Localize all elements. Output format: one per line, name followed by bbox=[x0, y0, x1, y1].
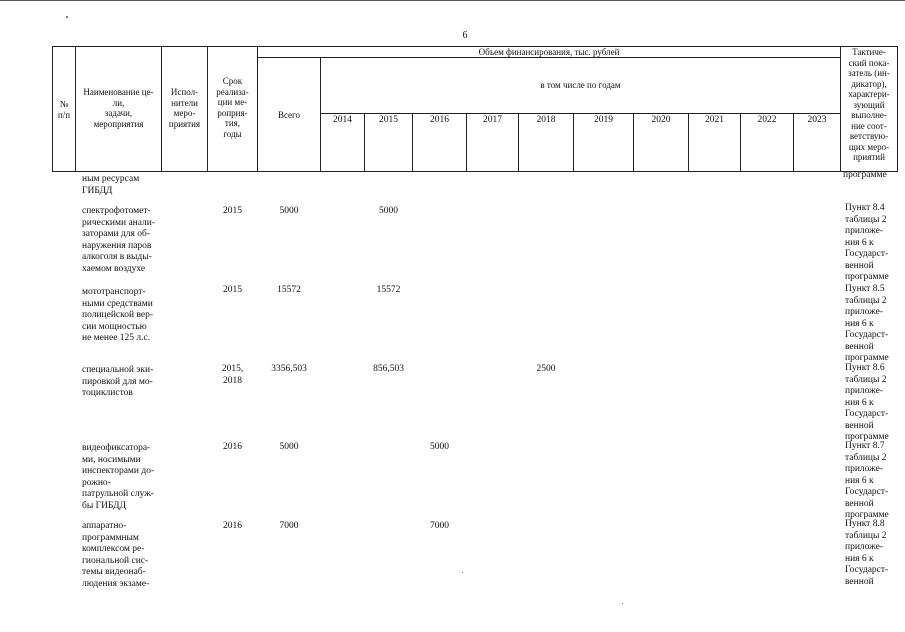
row-value-2015: 5000 bbox=[379, 206, 398, 216]
row-value-2015: 15572 bbox=[376, 285, 401, 295]
row-term: 2015 bbox=[223, 285, 242, 295]
header-executors: Испол- нители меро- приятия bbox=[168, 87, 201, 129]
row-indicator: Пункт 8.7 таблицы 2 приложе- ния 6 к Государст- венной программе bbox=[845, 441, 889, 520]
header-name: Наименование це- ли, задачи, мероприятия bbox=[83, 87, 154, 129]
scan-speck bbox=[462, 572, 463, 573]
row-name: спектрофотомет- рическими анали- заторами для об- наружения паров алкоголя в выды- хаемом воздухе bbox=[82, 206, 156, 274]
scan-speck bbox=[622, 603, 623, 604]
row-total: 3356,503 bbox=[271, 364, 307, 374]
row-indicator: Пункт 8.8 таблицы 2 приложе- ния 6 к Государст- венной bbox=[845, 519, 889, 587]
header-total: Всего bbox=[277, 110, 301, 120]
header-number: № п/п bbox=[57, 99, 71, 120]
header-indicator: Тактиче- ский пока- затель (ин- дикатор), характери- зующий выполне- ние соот- ветствую- щих меро- приятий bbox=[848, 47, 890, 162]
row-indicator: Пункт 8.4 таблицы 2 приложе- ния 6 к Государст- венной программе bbox=[845, 203, 889, 282]
year-header-2016: 2016 bbox=[430, 115, 449, 125]
header-term: Срок реализа- ции ме- роприя- тия, годы bbox=[216, 76, 249, 139]
year-header-2017: 2017 bbox=[483, 115, 502, 125]
continuation-indicator: программе bbox=[843, 170, 887, 180]
scan-speck bbox=[66, 16, 68, 18]
row-total: 5000 bbox=[279, 206, 299, 216]
row-total: 7000 bbox=[279, 521, 299, 531]
year-header-2023: 2023 bbox=[807, 115, 827, 125]
row-value-2018: 2500 bbox=[536, 364, 556, 374]
row-name: видеофиксатора- ми, носимыми инспекторами до- рожно- патрульной служ- бы ГИБДД bbox=[82, 443, 155, 511]
year-header-2022: 2022 bbox=[757, 115, 777, 125]
row-name: мототранспорт- ными средствами полицейской вер- сии мощностью не менее 125 л.с. bbox=[82, 287, 154, 343]
row-term: 2015 bbox=[223, 206, 242, 216]
row-indicator: Пункт 8.6 таблицы 2 приложе- ния 6 к Государст- венной программе bbox=[845, 363, 889, 442]
row-indicator: Пункт 8.5 таблицы 2 приложе- ния 6 к Государст- венной программе bbox=[845, 284, 889, 363]
row-value-2015: 856,503 bbox=[373, 364, 404, 374]
year-header-2015: 2015 bbox=[379, 115, 398, 125]
row-total: 5000 bbox=[279, 442, 299, 452]
page-top-edge bbox=[0, 0, 905, 1]
year-header-2020: 2020 bbox=[651, 115, 671, 125]
header-by-years: в том числе по годам bbox=[540, 80, 621, 90]
row-name: аппаратно- программным комплексом ре- гиональной сис- темы видеонаб- людения экзаме- bbox=[82, 521, 150, 589]
year-header-2021: 2021 bbox=[705, 115, 724, 125]
row-term: 2016 bbox=[223, 521, 242, 531]
row-value-2016: 5000 bbox=[430, 442, 449, 452]
page-number: 6 bbox=[462, 30, 468, 41]
row-term: 2015, 2018 bbox=[221, 364, 244, 386]
row-value-2016: 7000 bbox=[430, 521, 449, 531]
row-term: 2016 bbox=[223, 442, 242, 452]
year-header-2019: 2019 bbox=[594, 115, 613, 125]
header-financing: Объем финансирования, тыс. рублей bbox=[478, 47, 620, 57]
continuation-name: ным ресурсам ГИБДД bbox=[82, 174, 140, 196]
year-header-2014: 2014 bbox=[333, 115, 352, 125]
year-header-2018: 2018 bbox=[536, 115, 556, 125]
row-name: специальной эки- пировкой для мо- тоциклистов bbox=[82, 365, 154, 398]
row-total: 15572 bbox=[277, 285, 301, 295]
